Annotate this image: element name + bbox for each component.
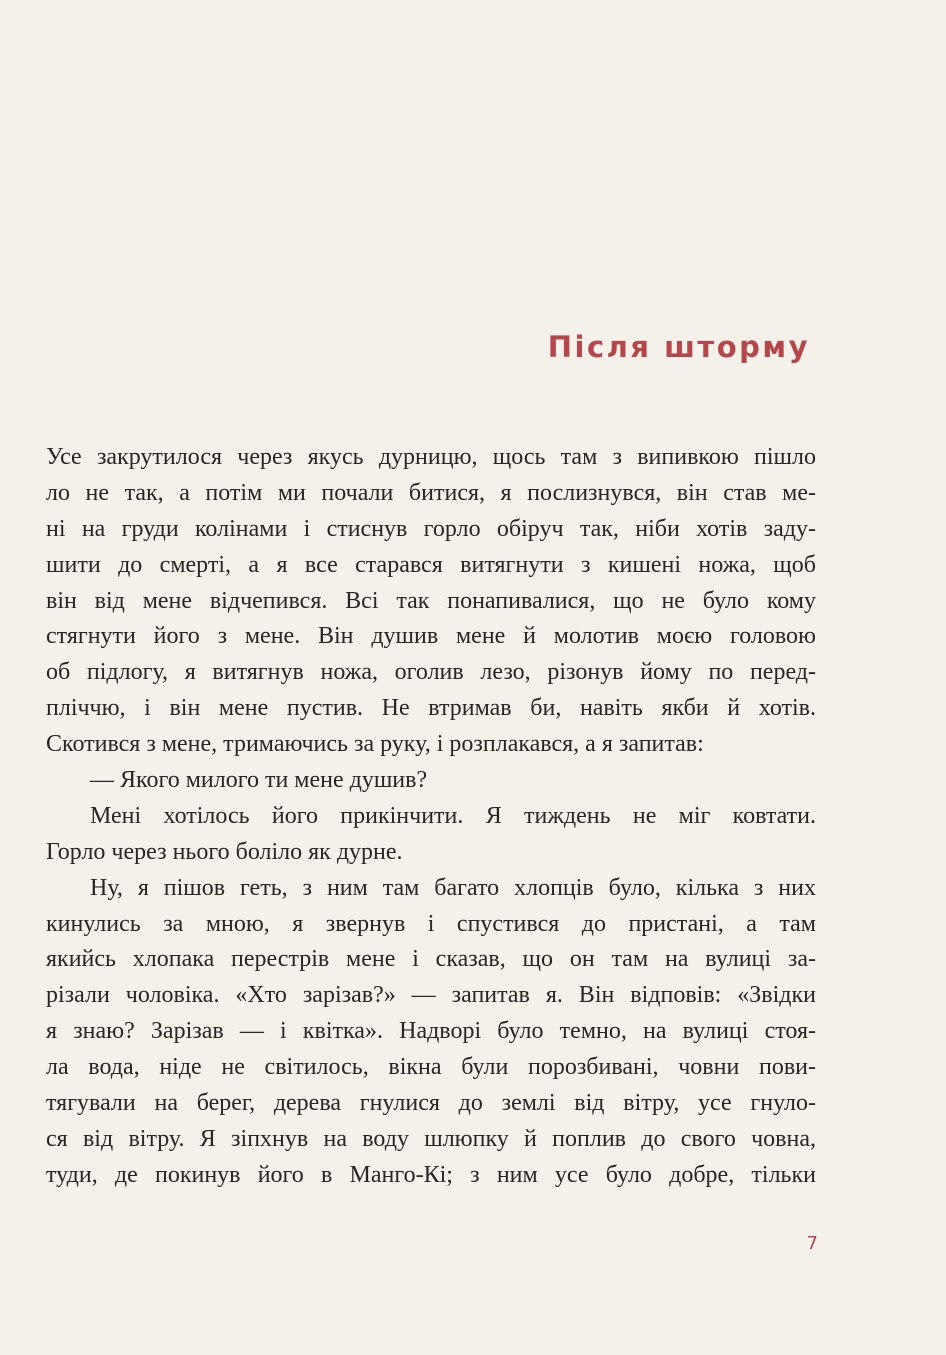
text-line: Усе закрутилося через якусь дурницю, щось там з випивкою пішло xyxy=(46,444,816,470)
text-line: ло не так, а потім ми почали битися, я послизнувся, він став ме- xyxy=(46,479,816,506)
text-line: туди, де покинув його в Манго-Кі; з ним усе було добре, тільки xyxy=(46,1161,816,1188)
text-line: тягували на берег, дерева гнулися до землі від вітру, усе гнуло- xyxy=(46,1090,816,1117)
text-line: Мені хотілось його прикінчити. Я тиждень не міг ковтати. xyxy=(90,802,816,829)
text-line: ла вода, ніде не світилось, вікна були порозбивані, човни пови- xyxy=(46,1054,816,1081)
text-line: я знаю? Зарізав — і квітка». Надворі було темно, на вулиці стоя- xyxy=(46,1018,816,1045)
text-line: кинулись за мною, я звернув і спустився до пристані, а там xyxy=(46,910,816,937)
dialogue-line: — Якого милого ти мене душив? xyxy=(90,767,428,794)
text-line: різали чоловіка. «Хто зарізав?» — запитав я. Він відповів: «Звідки xyxy=(46,982,816,1009)
text-line: Скотився з мене, тримаючись за руку, і розплакався, а я запитав: xyxy=(46,731,704,758)
text-line: шити до смерті, а я все старався витягнути з кишені ножа, щоб xyxy=(46,551,816,578)
text-line: ся від вітру. Я зіпхнув на воду шлюпку й поплив до свого човна, xyxy=(46,1125,816,1152)
text-line: об підлогу, я витягнув ножа, оголив лезо, різонув йому по перед- xyxy=(46,659,816,686)
text-line: Горло через нього боліло як дурне. xyxy=(46,838,403,865)
text-line: якийсь хлопака перестрів мене і сказав, що он там на вулиці за- xyxy=(46,946,816,973)
text-line: ні на груди колінами і стиснув горло обіруч так, ніби хотів заду- xyxy=(46,515,816,542)
body-text xyxy=(46,440,816,1194)
page-number: 7 xyxy=(806,1233,818,1254)
text-line: він від мене відчепився. Всі так понапивалися, що не було кому xyxy=(46,587,816,614)
text-line: Ну, я пішов геть, з ним там багато хлопців було, кілька з них xyxy=(90,874,816,901)
text-line: пліччю, і він мене пустив. Не втримав би, навіть якби й хотів. xyxy=(46,695,816,722)
text-line: стягнути його з мене. Він душив мене й молотив моєю головою xyxy=(46,623,816,650)
chapter-title: Після шторму xyxy=(547,330,810,364)
